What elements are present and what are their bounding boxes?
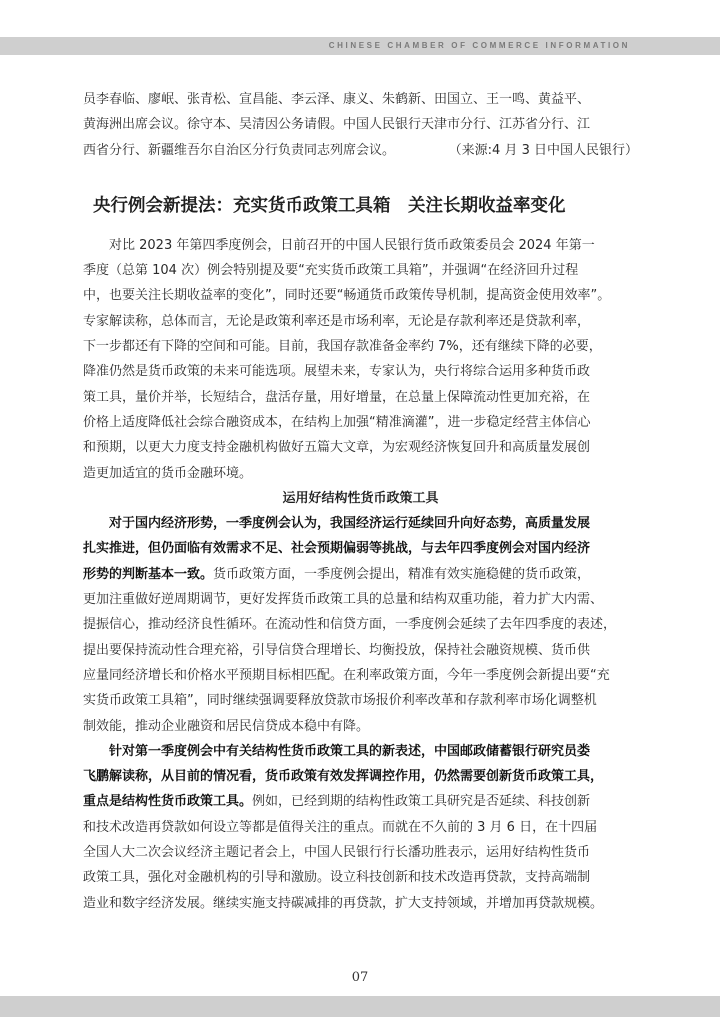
text-line: 造更加适宜的货币金融环境。 [83, 465, 253, 481]
text-line: 更加注重做好逆周期调节，更好发挥货币政策工具的总量和结构双重功能，着力扩大内需、 [83, 592, 604, 608]
text-segment: 例如，已经到期的结构性政策工具研究是否延续、科技创新 [252, 794, 591, 810]
article-title: 央行例会新提法：充实货币政策工具箱 关注长期收益率变化 [93, 195, 566, 216]
paragraph-1 [83, 233, 638, 486]
text-line: 季度（总第 104 次）例会特别提及要“充实货币政策工具箱”，并强调“在经济回升过程 [83, 263, 579, 279]
text-line [83, 739, 638, 764]
text-line: 下一步都还有下降的空间和可能。目前，我国存款准备金率约 7%，还有继续下降的必要， [83, 339, 602, 355]
paragraph-3 [83, 739, 638, 916]
text-line [83, 138, 638, 163]
source-note: （来源:4 月 3 日中国人民银行） [448, 142, 638, 158]
footer-band [0, 996, 720, 1017]
text-line [83, 511, 638, 536]
section-subheading: 运用好结构性货币政策工具 [282, 490, 439, 506]
text-line: 价格上适度降低社会综合融资成本，在结构上加强“精准滴灌”，进一步稳定经营主体信心 [83, 414, 591, 430]
text-line: 和预期，以更大力度支持金融机构做好五篇大文章，为宏观经济恢复回升和高质量发展创 [83, 440, 591, 456]
page-number: 07 [351, 970, 369, 985]
bold-text: 对于国内经济形势，一季度例会认为，我国经济运行延续回升向好态势，高质量发展 [109, 516, 591, 532]
text-line: 造业和数字经济发展。继续实施支持碳减排的再贷款，扩大支持领域，并增加再贷款规模。 [83, 895, 604, 911]
text-line [83, 789, 638, 814]
text-line: 黄海洲出席会议。徐守本、吴清因公务请假。中国人民银行天津市分行、江苏省分行、江 [83, 117, 591, 133]
text-line: 和技术改造再贷款如何设立等都是值得关注的重点。而就在不久前的 3 月 6 日，在十四届 [83, 819, 598, 835]
text-line: 全国人大二次会议经济主题记者会上，中国人民银行行长潘功胜表示，运用好结构性货币 [83, 845, 591, 861]
page-content [83, 87, 638, 916]
text-line: 员李春临、廖岷、张青松、宣昌能、李云泽、康义、朱鹤新、田国立、王一鸣、黄益平、 [83, 92, 591, 107]
bold-text: 飞鹏解读称，从目前的情况看，货币政策有效发挥调控作用，仍然需要创新货币政策工具， [83, 769, 604, 785]
text-line: 政策工具，强化对金融机构的引导和激励。设立科技创新和技术改造再贷款，支持高端制 [83, 870, 591, 886]
intro-paragraph [83, 87, 638, 163]
text-line: 专家解读称，总体而言，无论是政策利率还是市场利率，无论是存款利率还是贷款利率， [83, 313, 591, 329]
bold-text: 重点是结构性货币政策工具。 [83, 794, 253, 810]
text-line: 策工具，量价并举，长短结合，盘活存量，用好增量，在总量上保障流动性更加充裕，在 [83, 389, 591, 405]
text-line: 提出要保持流动性合理充裕，引导信贷合理增长、均衡投放，保持社会融资规模、货币供 [83, 642, 591, 658]
text-line: 提振信心，推动经济良性循环。在流动性和信贷方面，一季度例会延续了去年四季度的表述， [83, 617, 617, 633]
text-line: 对比 2023 年第四季度例会，日前召开的中国人民银行货币政策委员会 2024 年第一 [109, 237, 595, 253]
text-segment: 货币政策方面，一季度例会提出，精准有效实施稳健的货币政策， [213, 566, 591, 582]
text-line: 制效能，推动企业融资和居民信贷成本稳中有降。 [83, 718, 370, 734]
text-line [83, 536, 638, 561]
text-segment: 西省分行、新疆维吾尔自治区分行负责同志列席会议。 [83, 142, 396, 158]
bold-text: 针对第一季度例会中有关结构性货币政策工具的新表述，中国邮政储蓄银行研究员娄 [109, 743, 591, 759]
text-line [83, 764, 638, 789]
bold-text: 扎实推进，但仍面临有效需求不足、社会预期偏弱等挑战，与去年四季度例会对国内经济 [83, 541, 591, 557]
text-line: 降准仍然是货币政策的未来可能选项。展望未来，专家认为，央行将综合运用多种货币政 [83, 364, 591, 380]
text-line [83, 562, 638, 587]
text-line: 实货币政策工具箱”，同时继续强调要释放贷款市场报价利率改革和存款利率市场化调整机 [83, 693, 597, 709]
text-line: 应量同经济增长和价格水平预期目标相匹配。在利率政策方面，今年一季度例会新提出要“充 [83, 667, 610, 683]
publication-header: CHINESE CHAMBER OF COMMERCE INFORMATION [328, 41, 630, 50]
bold-text: 形势的判断基本一致。 [83, 566, 214, 582]
paragraph-2 [83, 511, 638, 739]
text-line: 中，也要关注长期收益率的变化”，同时还要“畅通货币政策传导机制，提高资金使用效率”。 [83, 288, 611, 304]
